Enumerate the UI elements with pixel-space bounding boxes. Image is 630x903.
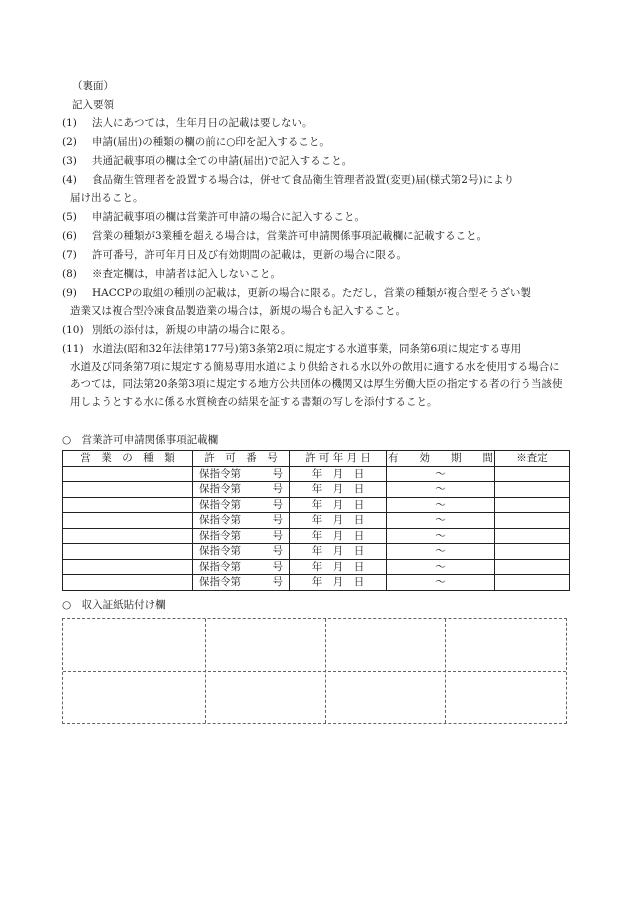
note-3 (62, 153, 568, 171)
permit-date-cell[interactable]: 年 月 日 (290, 575, 387, 591)
validity-cell[interactable]: ～ (387, 544, 495, 560)
note-text: 法人にあつては，生年月日の記載は要しない。 (92, 117, 313, 129)
table-row (63, 544, 570, 560)
assessment-cell (495, 497, 570, 513)
license-table (62, 450, 570, 591)
validity-cell[interactable]: ～ (387, 559, 495, 575)
permit-number-cell[interactable]: 保指令第 号 (193, 575, 290, 591)
permit-number-cell[interactable]: 保指令第 号 (193, 482, 290, 498)
business-type-cell[interactable] (63, 575, 193, 591)
assessment-cell (495, 575, 570, 591)
table-header-row (63, 451, 570, 467)
note-number: (11) (62, 343, 84, 355)
note-continuation: 水道及び同条第7項に規定する簡易専用水道により供給される水以外の飲用に適する水を使用する場合にあつては，同法第20条第3項に規定する地方公共団体の機関又は厚生労働大臣の指定する者の行う当該使用しようとする水に係る水質検査の結果を証する書類の写しを添付すること。 (70, 360, 563, 408)
table-row (63, 528, 570, 544)
note-text: ※査定欄は，申請者は記入しないこと。 (92, 268, 281, 280)
business-type-cell[interactable] (63, 513, 193, 529)
column-header-business-type: 営 業 の 種 類 (63, 451, 193, 467)
note-number: (8) (62, 268, 77, 280)
business-type-cell[interactable] (63, 497, 193, 513)
note-number: (9) (62, 287, 77, 299)
assessment-cell (495, 482, 570, 498)
note-text: 水道法(昭和32年法律第177号)第3条第2項に規定する水道事業，同条第6項に規定する専用 (92, 343, 522, 355)
side-label: （裏面） (72, 80, 114, 92)
note-number: (2) (62, 136, 77, 148)
business-type-cell[interactable] (63, 528, 193, 544)
note-number: (6) (62, 230, 77, 242)
permit-date-cell[interactable]: 年 月 日 (290, 482, 387, 498)
permit-number-cell[interactable]: 保指令第 号 (193, 513, 290, 529)
note-continuation: 届け出ること。 (70, 191, 144, 204)
permit-number-cell[interactable]: 保指令第 号 (193, 544, 290, 560)
stamp-divider-horizontal (63, 671, 566, 672)
table-row (63, 575, 570, 591)
note-8 (62, 266, 568, 284)
note-text: 申請(届出)の種類の欄の前に○印を記入すること。 (92, 136, 330, 148)
validity-cell[interactable]: ～ (387, 528, 495, 544)
note-4 (62, 172, 568, 207)
validity-cell[interactable]: ～ (387, 575, 495, 591)
table-row (63, 482, 570, 498)
column-header-validity: 有 効 期 間 (388, 452, 493, 464)
permit-date-cell[interactable]: 年 月 日 (290, 466, 387, 482)
note-number: (4) (62, 174, 77, 186)
note-2 (62, 134, 568, 152)
column-header-permit-number: 許 可 番 号 (193, 451, 290, 467)
note-7 (62, 247, 568, 265)
validity-cell[interactable]: ～ (387, 497, 495, 513)
permit-date-cell[interactable]: 年 月 日 (290, 513, 387, 529)
assessment-cell (495, 559, 570, 575)
permit-number-cell[interactable]: 保指令第 号 (193, 559, 290, 575)
column-header-assessment: ※査定 (495, 451, 570, 467)
permit-date-cell[interactable]: 年 月 日 (290, 497, 387, 513)
note-number: (7) (62, 249, 77, 261)
note-number: (3) (62, 155, 77, 167)
note-text: 申請記載事項の欄は営業許可申請の場合に記入すること。 (92, 211, 365, 223)
note-11 (62, 341, 568, 411)
note-text: 共通記載事項の欄は全ての申請(届出)で記入すること。 (92, 155, 353, 167)
note-number: (10) (62, 324, 84, 336)
permit-number-cell[interactable]: 保指令第 号 (193, 497, 290, 513)
table-row (63, 513, 570, 529)
validity-cell[interactable]: ～ (387, 513, 495, 529)
note-number: (1) (62, 117, 77, 129)
note-text: 営業の種類が3業種を超える場合は，営業許可申請関係事項記載欄に記載すること。 (92, 230, 488, 242)
permit-date-cell[interactable]: 年 月 日 (290, 559, 387, 575)
assessment-cell (495, 513, 570, 529)
license-section-title: ○ 営業許可申請関係事項記載欄 (62, 434, 219, 446)
permit-number-cell[interactable]: 保指令第 号 (193, 528, 290, 544)
business-type-cell[interactable] (63, 466, 193, 482)
note-text: 別紙の添付は，新規の申請の場合に限る。 (92, 324, 292, 336)
note-9 (62, 285, 568, 320)
permit-date-cell[interactable]: 年 月 日 (290, 528, 387, 544)
table-row (63, 466, 570, 482)
assessment-cell (495, 466, 570, 482)
note-6 (62, 228, 568, 246)
note-5 (62, 209, 568, 227)
instructions-title: 記入要領 (72, 99, 114, 111)
business-type-cell[interactable] (63, 544, 193, 560)
note-1 (62, 115, 568, 133)
permit-number-cell[interactable]: 保指令第 号 (193, 466, 290, 482)
stamp-section-title: ○ 収入証紙貼付け欄 (62, 599, 166, 611)
note-text: 食品衛生管理者を設置する場合は，併せて食品衛生管理者設置(変更)届(様式第2号)により (92, 174, 515, 186)
note-number: (5) (62, 211, 77, 223)
revenue-stamp-area[interactable] (62, 618, 567, 724)
assessment-cell (495, 528, 570, 544)
note-text: HACCPの取組の種別の記載は，更新の場合に限る。ただし，営業の種類が複合型そうざい製 (92, 287, 531, 299)
permit-date-cell[interactable]: 年 月 日 (290, 544, 387, 560)
table-row (63, 497, 570, 513)
note-text: 許可番号，許可年月日及び有効期間の記載は，更新の場合に限る。 (92, 249, 407, 261)
assessment-cell (495, 544, 570, 560)
business-type-cell[interactable] (63, 559, 193, 575)
validity-cell[interactable]: ～ (387, 466, 495, 482)
validity-cell[interactable]: ～ (387, 482, 495, 498)
note-10 (62, 322, 568, 340)
table-row (63, 559, 570, 575)
business-type-cell[interactable] (63, 482, 193, 498)
note-continuation: 造業又は複合型冷凍食品製造業の場合は，新規の場合も記入すること。 (70, 304, 406, 317)
column-header-permit-date: 許 可 年 月 日 (290, 451, 387, 467)
